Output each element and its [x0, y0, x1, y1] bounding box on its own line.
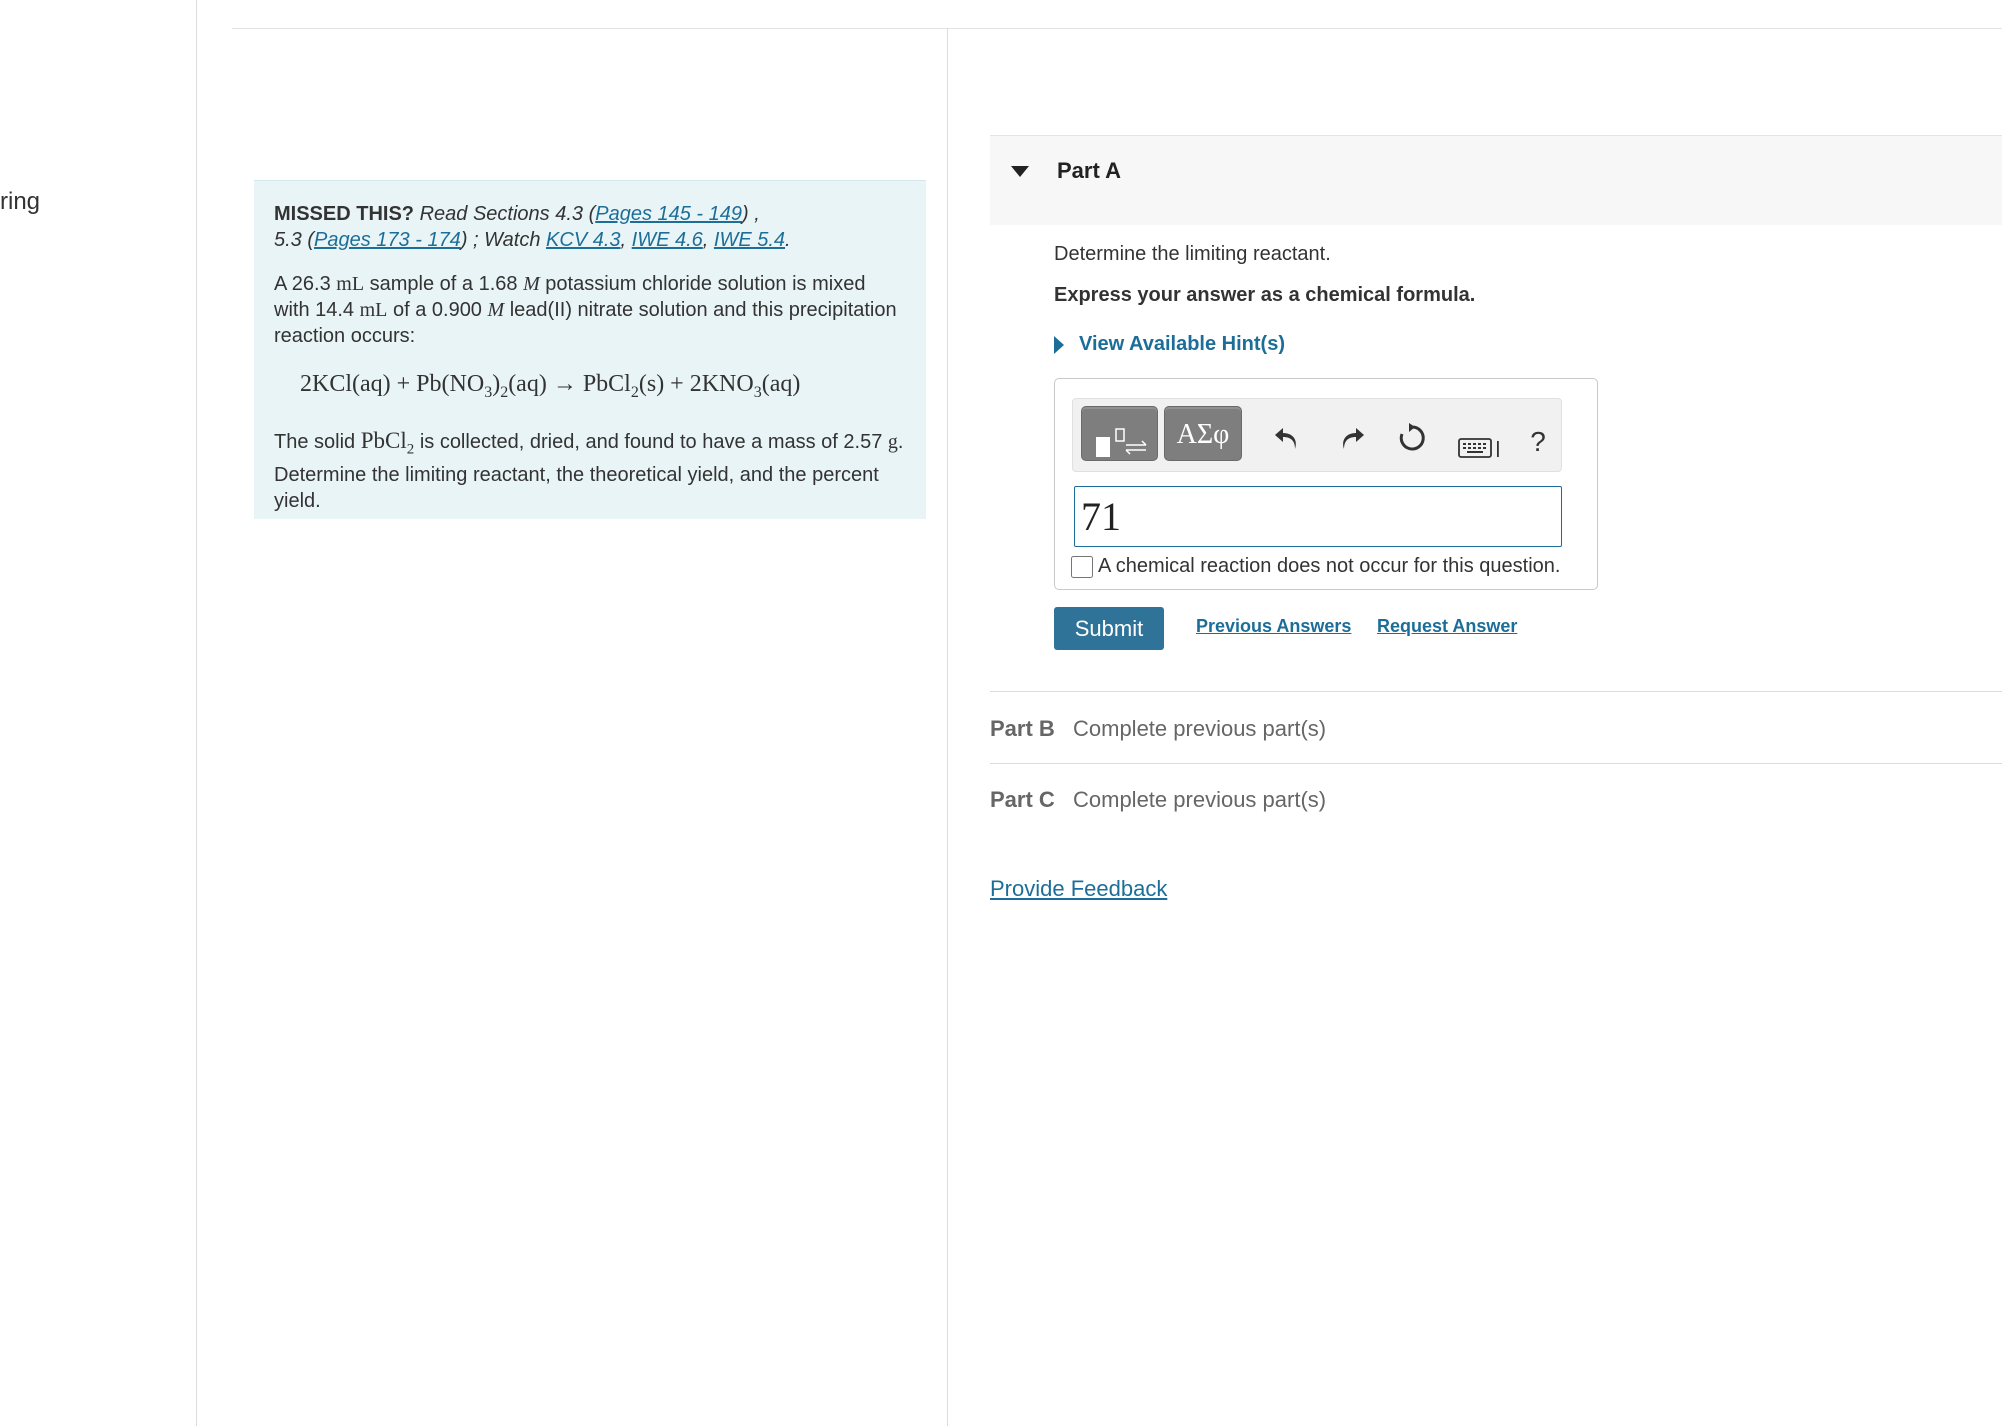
sidebar-divider — [196, 0, 197, 1426]
caret-down-icon[interactable] — [1011, 166, 1029, 177]
problem-text-5: lead(II) nitrate solution and this precipitation reaction occurs: — [274, 299, 897, 347]
no-reaction-label[interactable]: A chemical reaction does not occur for this question. — [1098, 555, 1561, 577]
problem-intro — [254, 180, 926, 519]
nav-item-fragment[interactable]: ring — [0, 188, 41, 215]
eq-sub-2: 2 — [500, 383, 509, 401]
sep-text-1: ) , — [742, 203, 760, 225]
reset-icon[interactable] — [1396, 422, 1428, 454]
pages-173-174-link[interactable]: Pages 173 - 174 — [314, 229, 461, 251]
submit-button[interactable]: Submit — [1054, 607, 1164, 650]
pages-145-149-link[interactable]: Pages 145 - 149 — [595, 203, 743, 225]
missed-this-label: MISSED THIS? — [274, 203, 415, 225]
eq-sub-1: 3 — [484, 383, 493, 401]
eq-part-1: 2KCl(aq) + Pb(NO — [300, 371, 485, 397]
answer-input[interactable] — [1074, 486, 1562, 547]
problem-text-4: of a 0.900 — [392, 299, 482, 321]
part-b-status: Complete previous part(s) — [1073, 716, 1327, 741]
molar-symbol-1: M — [523, 273, 540, 295]
eq-sub-4: 3 — [753, 383, 762, 401]
previous-answers-link[interactable]: Previous Answers — [1196, 616, 1352, 636]
result-text-3: . Determine the limiting reactant, the theoretical yield, and the percent yield. — [274, 430, 904, 513]
molar-symbol-2: M — [487, 299, 505, 321]
eq-sub-3: 2 — [630, 383, 639, 401]
help-icon[interactable]: ? — [1530, 426, 1546, 457]
problem-text-3: potassium chloride solution is mixed with 14.4 — [274, 273, 866, 321]
templates-button[interactable] — [1081, 406, 1158, 461]
part-b-label: Part B — [990, 716, 1055, 741]
reaction-equation — [274, 371, 906, 406]
unit-ml-2: mL — [359, 299, 388, 321]
problem-statement — [274, 271, 906, 349]
no-reaction-checkbox[interactable] — [1071, 556, 1093, 578]
caret-right-icon[interactable] — [1054, 336, 1064, 354]
result-text-1: The solid — [274, 430, 356, 453]
unit-ml-1: mL — [336, 273, 365, 295]
result-formula-sub: 2 — [406, 441, 415, 458]
result-formula: PbCl — [360, 427, 407, 453]
part-c-status: Complete previous part(s) — [1073, 787, 1327, 812]
eq-part-5: (aq) — [761, 371, 801, 397]
view-hints-link[interactable]: View Available Hint(s) — [1079, 333, 1285, 355]
part-a-label: Part A — [1057, 158, 1121, 183]
missed-this-notice: MISSED THIS? Read Sections 4.3 (Pages 145 - 149) , 5.3 (Pages 173 - 174) ; Watch KCV 4.3, IWE 4.6, IWE 5.4. — [274, 203, 791, 251]
eq-part-3: (aq) → PbCl — [508, 371, 631, 397]
eq-part-2: ) — [492, 371, 501, 397]
part-a-header[interactable] — [990, 135, 2002, 225]
question-prompt: Determine the limiting reactant. — [1054, 243, 1331, 265]
iwe-4-6-link[interactable]: IWE 4.6 — [631, 229, 703, 251]
keyboard-icon[interactable] — [1458, 434, 1502, 456]
greek-symbols-button[interactable]: ΑΣφ — [1164, 406, 1242, 461]
problem-text-2: sample of a 1.68 — [369, 273, 518, 295]
redo-icon[interactable] — [1336, 422, 1368, 454]
eq-part-4: (s) + 2KNO — [638, 371, 754, 397]
part-divider — [990, 691, 2002, 692]
column-divider — [947, 28, 948, 1426]
result-text-2: is collected, dried, and found to have a mass of 2.57 — [419, 430, 883, 453]
undo-icon[interactable] — [1271, 422, 1303, 454]
iwe-5-4-link[interactable]: IWE 5.4 — [713, 229, 786, 251]
section-5-3-text: 5.3 ( — [274, 229, 315, 251]
read-sections-text: Read Sections 4.3 ( — [419, 203, 596, 225]
templates-icon — [1082, 407, 1159, 462]
result-statement — [274, 428, 906, 515]
unit-g: g — [887, 430, 898, 453]
part-c-label: Part C — [990, 787, 1055, 812]
watch-text: ) ; Watch — [460, 229, 541, 251]
problem-text-1: A 26.3 — [274, 273, 331, 295]
request-answer-link[interactable]: Request Answer — [1377, 616, 1518, 636]
kcv-4-3-link[interactable]: KCV 4.3 — [546, 229, 621, 251]
top-divider — [232, 28, 2002, 29]
part-divider — [990, 763, 2002, 764]
provide-feedback-link[interactable]: Provide Feedback — [990, 876, 1168, 901]
answer-instruction: Express your answer as a chemical formula. — [1054, 284, 1476, 306]
